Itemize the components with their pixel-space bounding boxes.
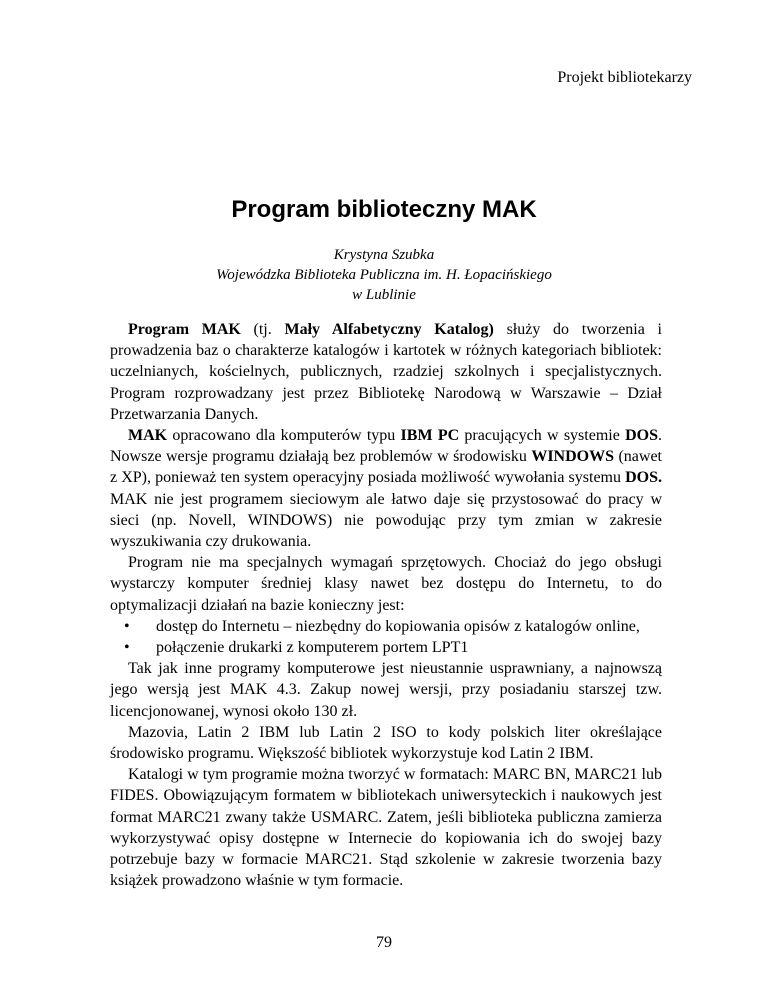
bullet-icon: •	[124, 617, 130, 635]
running-header: Projekt bibliotekarzy	[557, 69, 692, 86]
page-number: 79	[376, 934, 392, 951]
bold-term: IBM PC	[400, 427, 460, 445]
author-city: w Lublinie	[352, 287, 416, 303]
author-affiliation: Wojewódzka Biblioteka Publiczna im. H. Łopacińskiego	[216, 267, 552, 283]
requirements-list	[110, 616, 662, 658]
author-name: Krystyna Szubka	[333, 247, 435, 263]
bullet-icon: •	[124, 639, 130, 657]
paragraph-3: Program nie ma specjalnych wymagań sprzętowych. Chociaż do jego obsługi wystarczy komputer średniej klasy nawet bez dostępu do Internetu, to do optymalizacji działań na bazie konieczny jest:	[110, 554, 662, 614]
bold-term: MAK	[128, 427, 168, 445]
paragraph-5: Mazovia, Latin 2 IBM lub Latin 2 ISO to kody polskich liter określające środowisko programu. Większość bibliotek wykorzystuje kod Latin 2 IBM.	[110, 723, 662, 763]
bold-term: DOS.	[625, 469, 662, 487]
list-item: • dostęp do Internetu – niezbędny do kopiowania opisów z katalogów online,	[110, 616, 662, 637]
paragraph-4: Tak jak inne programy komputerowe jest nieustannie usprawniany, a najnowszą jego wersją jest MAK 4.3. Zakup nowej wersji, przy posiadaniu starszej tzw. licencjonowanej, wynosi około 130 zł.	[110, 660, 662, 720]
bold-term: DOS	[625, 427, 658, 445]
paragraph-2: MAK opracowano dla komputerów typu IBM PC pracujących w systemie DOS. Nowsze wersje programu działają bez problemów w środowisku WINDOWS (nawet z XP), ponieważ ten system operacyjny posiada możliwość wywołania systemu DOS. MAK nie jest programem sieciowym ale łatwo daje się przystosować do pracy w sieci (np. Novell, WINDOWS) nie powodując przy tym zmian w zakresie wyszukiwania czy drukowania.	[110, 427, 663, 551]
bold-term: Mały Alfabetyczny Katalog)	[284, 321, 494, 338]
author-block	[0, 245, 768, 305]
article-title: Program biblioteczny MAK	[231, 196, 537, 223]
bold-term: WINDOWS	[531, 448, 615, 466]
paragraph-1: Program MAK (tj. Mały Alfabetyczny Katalog) służy do tworzenia i prowadzenia baz o charakterze katalogów i kartotek w różnych kategoriach bibliotek: uczelnianych, kościelnych, publicznych, rzadziej szkolnych i specjalistycznych. Program rozprowadzany jest przez Bibliotekę Narodową w Warszawie – Dział Przetwarzania Danych.	[110, 321, 662, 423]
article-body	[110, 319, 662, 891]
list-item: • połączenie drukarki z komputerem portem LPT1	[110, 637, 662, 658]
paragraph-6: Katalogi w tym programie można tworzyć w formatach: MARC BN, MARC21 lub FIDES. Obowiązującym formatem w bibliotekach uniwersyteckich i naukowych jest format MARC21 zwany także USMARC. Zatem, jeśli biblioteka publiczna zamierza wykorzystywać opisy dostępne w Internecie do kopiowania ich do swojej bazy potrzebuje bazy w formacie MARC21. Stąd szkolenie w zakresie tworzenia bazy książek prowadzono właśnie w tym formacie.	[110, 766, 662, 890]
bold-term: Program MAK	[128, 321, 241, 338]
